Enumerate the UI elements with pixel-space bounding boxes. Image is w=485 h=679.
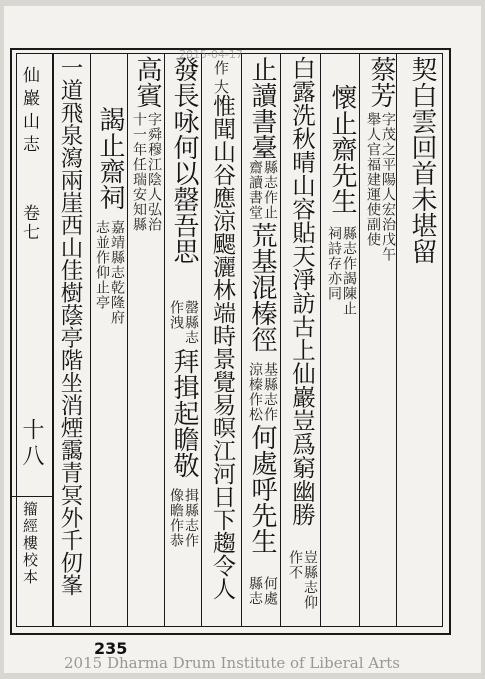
author-name: 高賓 [132, 56, 162, 108]
margin-divider [52, 53, 54, 627]
book-title: 仙巖山志 [19, 66, 39, 158]
top-watermark: 2015-04-17 [179, 48, 243, 61]
annotation-left: 志並作仰止亭 [94, 220, 110, 310]
annotation-left: 作不 [287, 550, 303, 580]
column-rule [241, 53, 242, 627]
column-rule [90, 53, 91, 627]
poem-line: 白露洗秋晴山容貼天淨訪古上仙巖豈爲窮幽勝 [288, 56, 316, 526]
text-column [204, 56, 240, 621]
annotation-left: 齋讀書堂 [247, 160, 263, 220]
annotation-right: 字舜穆江陰人弘治 [146, 112, 162, 232]
poem-line: 拜揖起瞻敬 [169, 348, 199, 478]
author-name: 蔡芳 [366, 56, 396, 108]
annotation-right: 何處 [262, 576, 278, 606]
poem-title: 懷止齋先生 [327, 84, 357, 214]
text-column [284, 56, 320, 621]
poem-line: 止讀書臺 [247, 56, 277, 160]
annotation-left: 作洩 [168, 300, 184, 330]
annotation-left: 像瞻作恭 [168, 488, 184, 548]
scan-page [4, 6, 481, 673]
text-column [166, 56, 200, 621]
poem-title: 謁止齋祠 [95, 106, 125, 210]
column-rule [127, 53, 128, 627]
poem-line: 發長咏何以罄吾思 [169, 56, 199, 264]
page-number: 235 [94, 639, 128, 658]
annotation-left: 舉人官福建運使副使 [365, 112, 381, 247]
annotation-right: 縣志作止 [262, 160, 278, 220]
annotation-right: 揖縣志作 [183, 488, 199, 548]
annotation-right: 字茂之平陽人宏治戊午 [380, 112, 396, 262]
bottom-watermark: 2015 Dharma Drum Institute of Liberal Arts [64, 654, 400, 672]
text-column [363, 56, 397, 616]
column-rule [320, 53, 321, 627]
annotation-right: 基縣志作 [262, 362, 278, 422]
column-rule [280, 53, 281, 627]
column-rule [359, 53, 360, 627]
text-column [92, 56, 126, 616]
annotation-continuation: 作大 [212, 60, 230, 98]
annotation-right: 罄縣志 [183, 300, 199, 345]
publisher-mark: 籀經樓校本 [21, 501, 39, 586]
text-column: 契白雲回首未堪留 [407, 56, 437, 264]
poem-line: 惟聞山谷應涼颸灑林端時景覺易暝江河日下趨令人 [209, 94, 235, 600]
annotation-left: 縣志 [247, 576, 263, 606]
annotation-left: 涼榛作松 [247, 362, 263, 422]
volume-label: 卷七 [19, 204, 39, 242]
leaf-number: 十八 [19, 418, 44, 470]
column-rule [201, 53, 202, 627]
text-column [324, 56, 358, 616]
poem-line: 一道飛泉瀉兩崖西山佳樹蔭亭階坐消煙靄青冥外千仞峯 [57, 56, 83, 596]
annotation-left: 祠詩存亦同 [326, 226, 342, 301]
annotation-right: 豈縣志仰 [302, 550, 318, 610]
poem-line: 何處呼先生 [247, 424, 277, 554]
column-rule [164, 53, 165, 627]
annotation-left: 十一年任瑞安知縣 [131, 112, 147, 232]
annotation-right: 縣志作謁陳止 [341, 226, 357, 316]
text-column [244, 56, 280, 621]
annotation-right: 嘉靖縣志乾隆府 [109, 220, 125, 325]
poem-line: 荒基混榛徑 [247, 222, 277, 352]
text-column [129, 56, 163, 616]
